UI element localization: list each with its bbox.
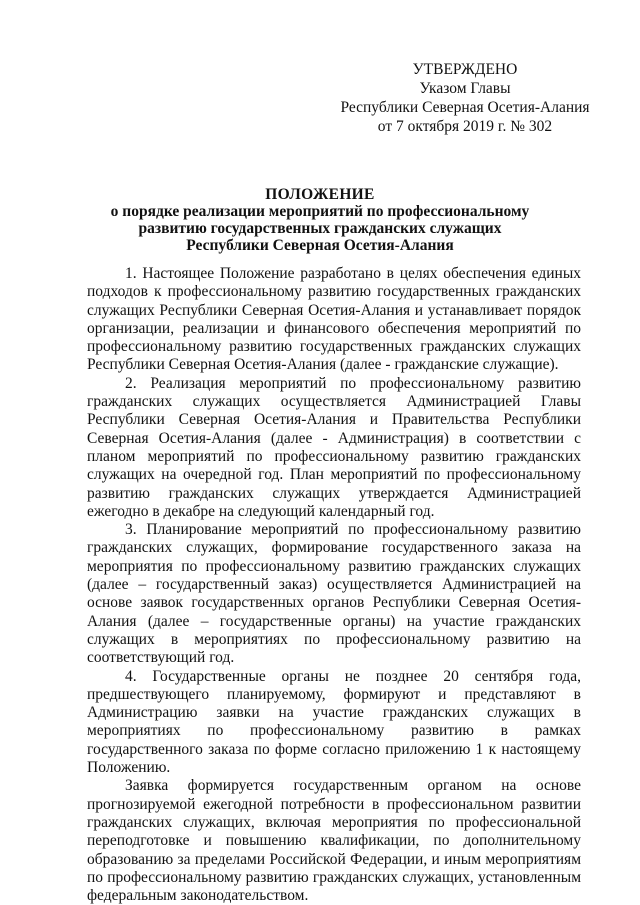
title-line-2: развитию государственных гражданских служащих	[138, 220, 502, 237]
document-title	[100, 186, 540, 254]
approval-status: УТВЕРЖДЕНО	[412, 61, 518, 78]
document-body	[87, 265, 581, 905]
paragraph-2: 2. Реализация мероприятий по профессиональному развитию гражданских служащих осуществляется Администрацией Главы Республики Северная Осетия-Алания и Правительства Республики Северная Осетия-Алания (далее - Администрация) в соответствии с планом мероприятий по профессиональному развитию гражданских служащих на очередной год. План мероприятий по профессиональному развитию гражданских служащих утверждается Администрацией ежегодно в декабре на следующий календарный год.	[87, 374, 581, 520]
paragraph-4: 4. Государственные органы не позднее 20 сентября года, предшествующего планируемому, формируют и представляют в Администрацию заявки на участие гражданских служащих в мероприятиях по профессиональному развитию в рамках государственного заказа по форме согласно приложению 1 к настоящему Положению.	[87, 667, 581, 777]
title-line-3: Республики Северная Осетия-Алания	[186, 237, 454, 254]
title-line-1: о порядке реализации мероприятий по профессиональному	[110, 203, 530, 220]
title-heading: ПОЛОЖЕНИЕ	[265, 186, 375, 203]
paragraph-3: 3. Планирование мероприятий по профессиональному развитию гражданских служащих, формирование государственного заказа на мероприятия по профессиональному развитию гражданских служащих (далее – государственный заказ) осуществляется Администрацией на основе заявок государственных органов Республики Северная Осетия-Алания (далее – государственные органы) на участие гражданских служащих в мероприятиях по профессиональному развитию на соответствующий год.	[87, 521, 581, 667]
approval-republic: Республики Северная Осетия-Алания	[340, 99, 590, 116]
paragraph-1: 1. Настоящее Положение разработано в целях обеспечения единых подходов к профессиональному развитию государственных гражданских служащих Республики Северная Осетия-Алания и устанавливает порядок организации, реализации и финансового обеспечения мероприятий по профессиональному развитию государственных гражданских служащих Республики Северная Осетия-Алания (далее - гражданские служащие).	[87, 265, 581, 374]
approval-date-number: от 7 октября 2019 г. № 302	[377, 118, 553, 135]
approval-stamp	[330, 60, 600, 136]
approval-decree: Указом Главы	[419, 80, 511, 97]
paragraph-5: Заявка формируется государственным органом на основе прогнозируемой ежегодной потребности в профессиональном развитии гражданских служащих, включая мероприятия по профессиональной переподготовке и повышению квалификации, по дополнительному образованию за пределами Российской Федерации, и иным мероприятиям по профессиональному развитию гражданских служащих, установленным федеральным законодательством.	[87, 777, 581, 905]
